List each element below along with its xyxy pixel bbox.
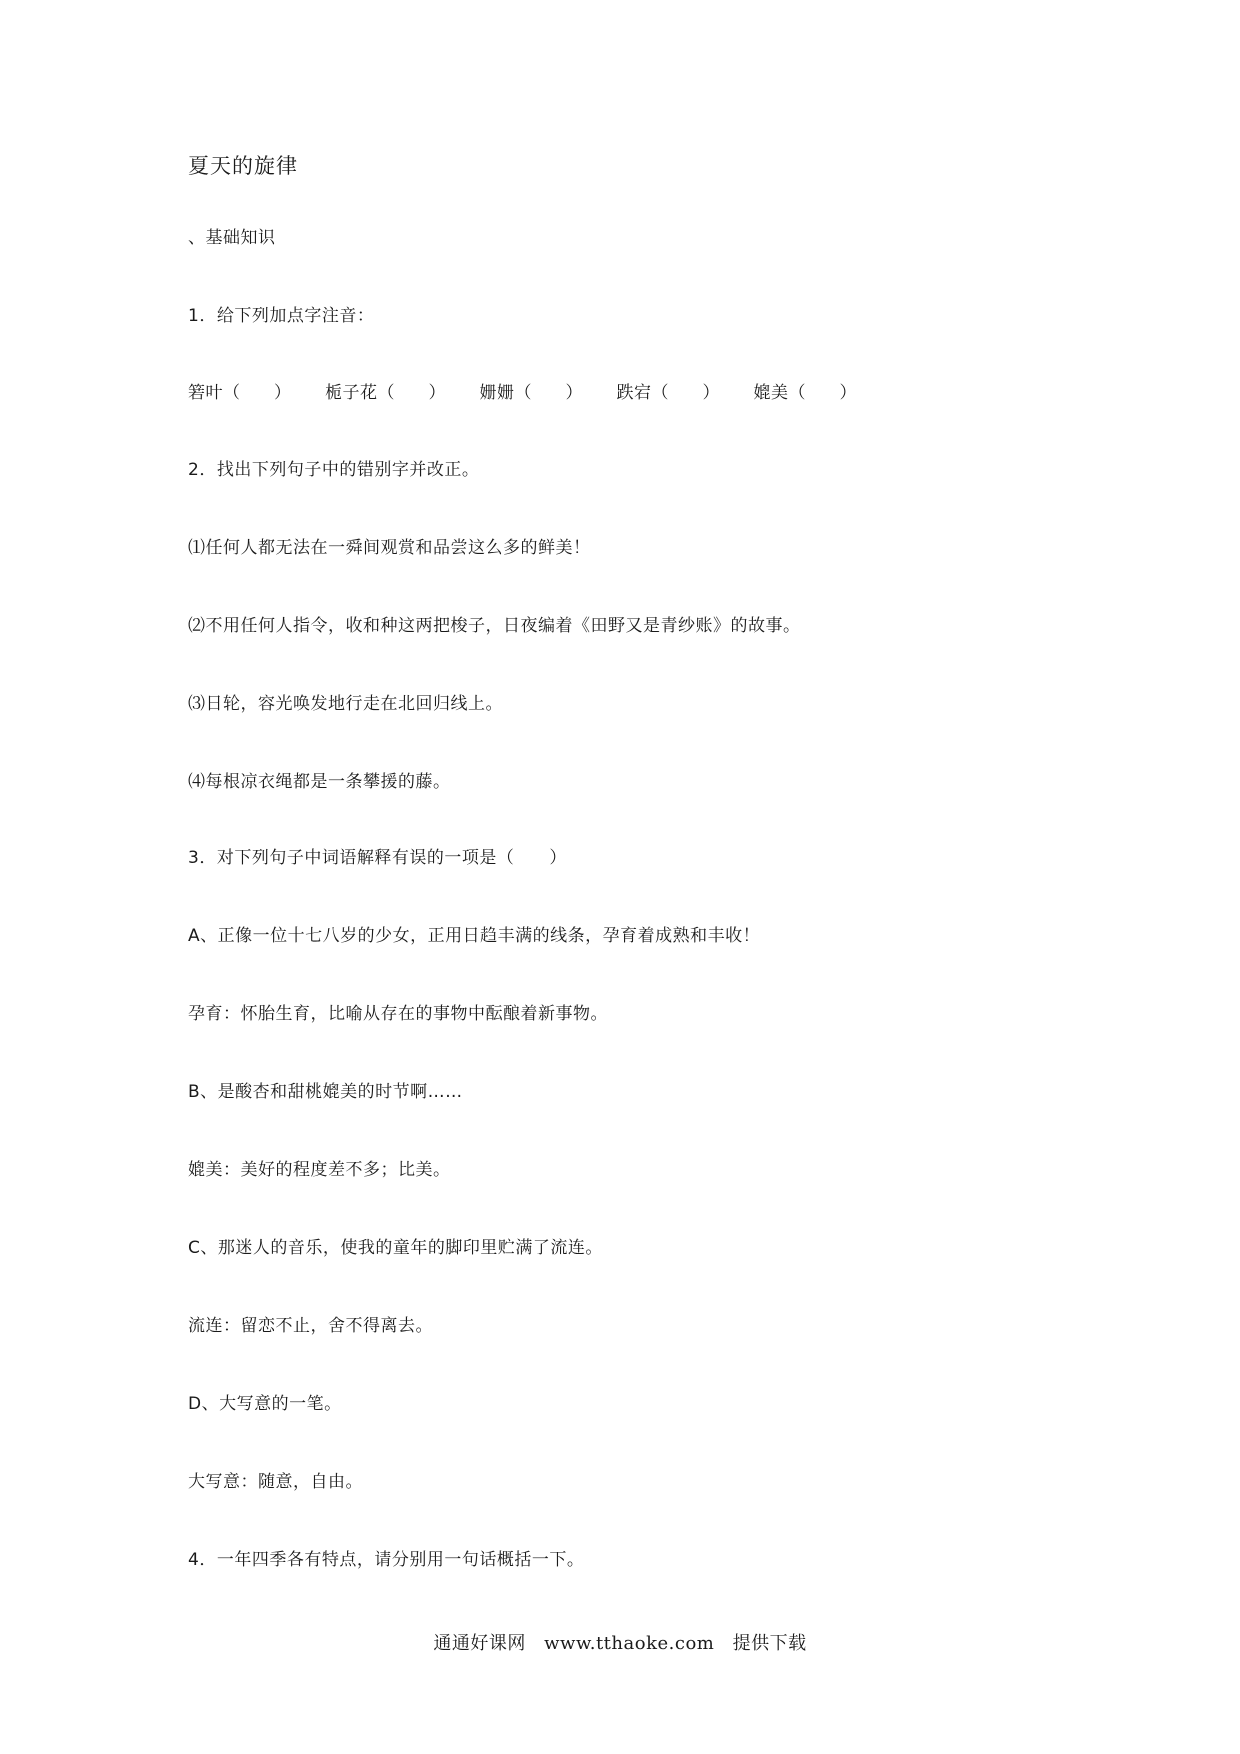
pinyin-word: 跌宕 <box>616 383 652 403</box>
pinyin-blank: （ ） <box>788 383 857 403</box>
pinyin-items-row <box>188 381 891 405</box>
pinyin-item <box>617 381 720 405</box>
footer-url[interactable]: www.tthaoke.com <box>544 1633 715 1654</box>
question-3-explanation: 流连：留恋不止，舍不得离去。 <box>188 1316 433 1336</box>
question-3-option: D、大写意的一笔。 <box>188 1394 342 1414</box>
question-4-prompt: 4．一年四季各有特点，请分别用一句话概括一下。 <box>188 1550 585 1570</box>
question-3-explanation: 媲美：美好的程度差不多；比美。 <box>188 1160 451 1180</box>
pinyin-item <box>480 381 583 405</box>
question-3-explanation: 大写意：随意，自由。 <box>188 1472 363 1492</box>
question-1-prompt: 1．给下列加点字注音： <box>188 306 375 326</box>
page-footer <box>0 1632 1240 1656</box>
footer-suffix: 提供下载 <box>732 1633 807 1654</box>
question-2-item: ⑶日轮，容光唤发地行走在北回归线上。 <box>188 694 503 714</box>
pinyin-item <box>188 381 291 405</box>
pinyin-word: 栀子花 <box>325 383 378 403</box>
section-heading: 、基础知识 <box>188 228 276 248</box>
pinyin-word: 箬叶 <box>188 383 223 403</box>
question-3-explanation: 孕育：怀胎生育，比喻从存在的事物中酝酿着新事物。 <box>188 1004 608 1024</box>
question-3-option: B、是酸杏和甜桃媲美的时节啊…… <box>188 1082 463 1102</box>
pinyin-blank: （ ） <box>651 383 720 403</box>
question-3-option: A、正像一位十七八岁的少女，正用日趋丰满的线条，孕育着成熟和丰收！ <box>188 926 761 946</box>
question-3-prompt: 3．对下列句子中词语解释有误的一项是（ ） <box>188 848 567 868</box>
question-2-item: ⑷每根凉衣绳都是一条攀援的藤。 <box>188 772 451 792</box>
pinyin-word: 姗姗 <box>479 383 515 403</box>
question-2-prompt: 2．找出下列句子中的错别字并改正。 <box>188 460 480 480</box>
pinyin-blank: （ ） <box>514 383 583 403</box>
pinyin-blank: （ ） <box>377 383 446 403</box>
question-2-item: ⑵不用任何人指令，收和种这两把梭子，日夜编着《田野又是青纱账》的故事。 <box>188 616 801 636</box>
pinyin-blank: （ ） <box>223 383 291 403</box>
footer-site-name: 通通好课网 <box>433 1633 526 1654</box>
pinyin-word: 媲美 <box>753 383 789 403</box>
pinyin-item <box>325 381 446 405</box>
question-3-option: C、那迷人的音乐，使我的童年的脚印里贮满了流连。 <box>188 1238 603 1258</box>
document-title: 夏天的旋律 <box>188 154 298 178</box>
question-2-item: ⑴任何人都无法在一舜间观赏和品尝这么多的鲜美！ <box>188 538 591 558</box>
pinyin-item <box>754 381 857 405</box>
